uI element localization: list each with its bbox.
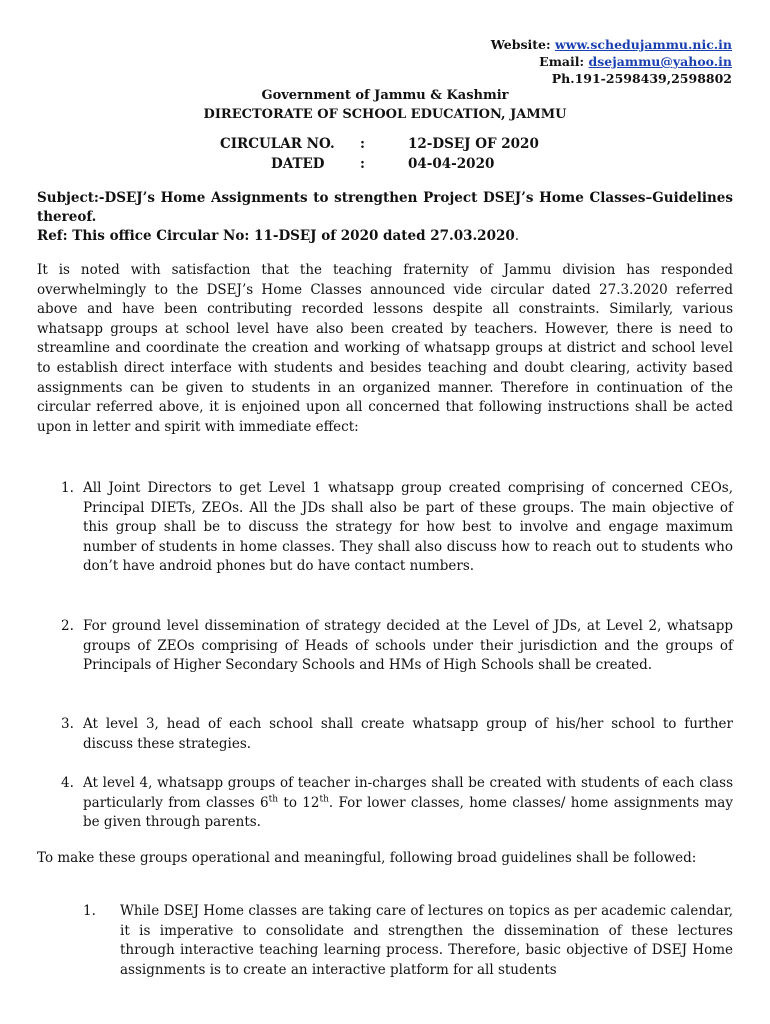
reference-end: . [514,228,520,244]
item-number: 1. [61,480,74,496]
item-text: For ground level dissemination of strategy decided at the Level of JDs, at Level 2, whatsapp groups of ZEOs comprising of Heads of schools under their jurisdiction and the groups of Principals of Higher Secondary Schools and HMs of High Schools shall be created. [83,618,733,674]
item-text: At level 3, head of each school shall create whatsapp group of his/her school to further discuss these strategies. [83,716,733,752]
guidelines-intro: To make these groups operational and meaningful, following broad guidelines shall be followed: [37,850,697,866]
website-link[interactable]: www.schedujammu.nic.in [554,37,732,52]
item-number: 2. [61,618,74,634]
government-title: Government of Jammu & Kashmir [261,88,509,103]
item-number: 1. [83,903,96,919]
instruction-item [37,479,733,577]
reference-line [37,227,733,246]
item-text-c: . For lower classes, home classes/ home assignments may be given through parents. [83,794,733,831]
circular-number-value: 12-DSEJ OF 2020 [408,136,539,152]
circular-date-label: DATED [271,156,325,172]
instruction-item [37,774,733,833]
superscript: th [268,794,279,805]
circular-date-value: 04-04-2020 [408,156,495,172]
phone-line: Ph.191-2598439,2598802 [551,71,732,86]
circular-details [220,134,539,174]
colon: : [360,156,365,172]
email-label: Email: [539,54,585,69]
circular-number-label: CIRCULAR NO. [220,136,335,152]
circular-date-row [220,154,539,174]
item-number: 4. [61,775,74,791]
item-text-a: At level 4, whatsapp groups of teacher in-charges shall be created with students of each class particularly from classes 6 [83,775,733,811]
email-link[interactable]: dsejammu@yahoo.in [588,54,732,69]
directorate-title: DIRECTORATE OF SCHOOL EDUCATION, JAMMU [203,107,567,122]
reference-text: Ref: This office Circular No: 11-DSEJ of 2020 dated 27.03.2020 [37,228,515,244]
contact-block [491,36,732,87]
item-text-b: to 12 [278,794,320,811]
website-label: Website: [490,37,551,52]
circular-number-row [220,134,539,154]
instruction-item [37,617,733,676]
instruction-item [37,715,733,754]
website-line [491,36,732,53]
subject-line: Subject:-DSEJ’s Home Assignments to strengthen Project DSEJ’s Home Classes–Guidelines thereof. [37,190,733,225]
guideline-item [37,902,733,980]
intro-paragraph: It is noted with satisfaction that the teaching fraternity of Jammu division has responded overwhelmingly to the DSEJ’s Home Classes announced vide circular dated 27.3.2020 referred above and have been contributing recorded lessons despite all constraints. Similarly, various whatsapp groups at school level have also been created by teachers. However, there is need to streamline and coordinate the creation and working of whatsapp groups at district and school level to establish direct interface with students and besides teaching and doubt clearing, activity based assignments can be given to students in an organized manner. Therefore in continuation of the circular referred above, it is enjoined upon all concerned that following instructions shall be acted upon in letter and spirit with immediate effect: [37,262,733,435]
item-text: All Joint Directors to get Level 1 whatsapp group created comprising of concerned CEOs, Principal DIETs, ZEOs. All the JDs shall also be part of these groups. The main objective of this group shall be to discuss the strategy for how best to involve and engage maximum number of students in home classes. They shall also discuss how to reach out to students who don’t have android phones but do have contact numbers. [83,480,733,575]
letterhead [0,86,770,124]
superscript: th [319,794,329,805]
colon: : [360,136,365,152]
email-line [491,53,732,70]
item-number: 3. [61,716,74,732]
item-text: While DSEJ Home classes are taking care of lectures on topics as per academic calendar, it is imperative to consolidate and strengthen the dissemination of these lectures through interactive teaching learning process. Therefore, basic objective of DSEJ Home assignments is to create an interactive platform for all students [120,903,733,978]
